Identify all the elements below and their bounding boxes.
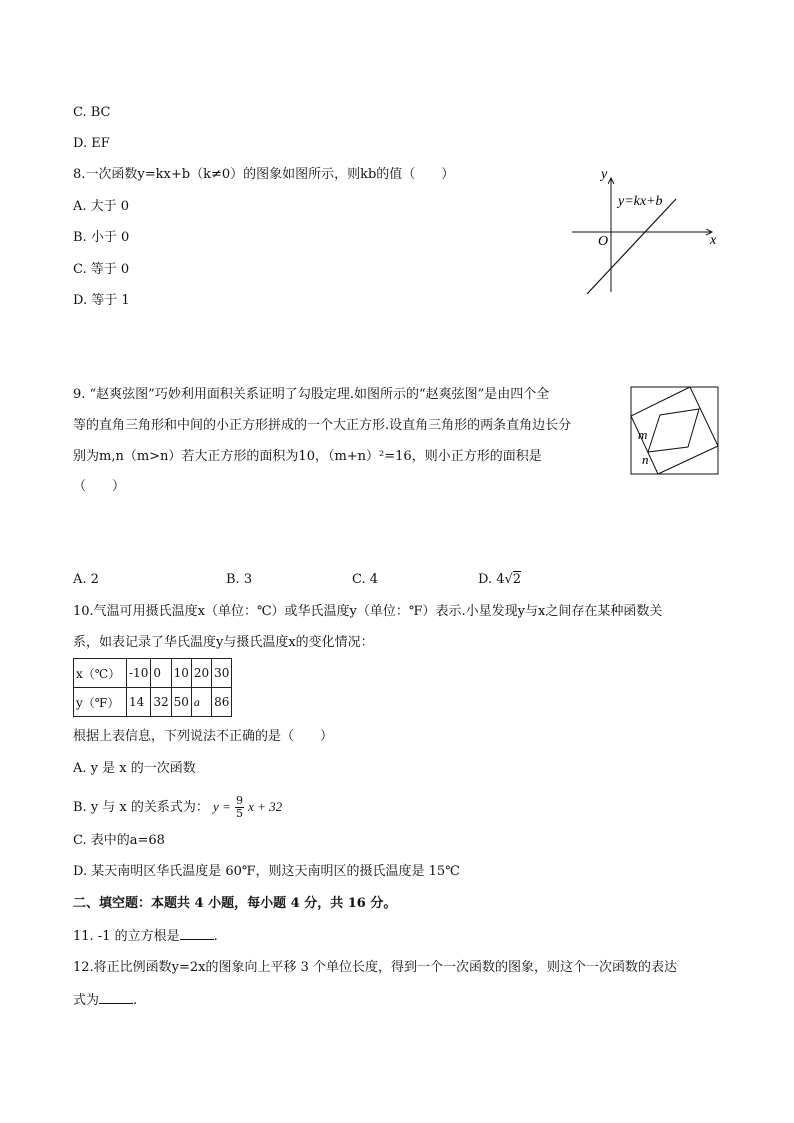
table-cell: 50 [171, 688, 191, 717]
section-2-title: 二、填空题：本题共 4 小题，每小题 4 分，共 16 分。 [73, 896, 397, 911]
q8-option-b: B. 小于 0 [73, 230, 130, 245]
formula-lhs: y = [213, 799, 231, 814]
temperature-table [73, 658, 232, 717]
q10-option-a: A. y 是 x 的一次函数 [73, 761, 196, 776]
q9-line-3: 别为m,n（m>n）若大正方形的面积为10，（m+n）²=16，则小正方形的面积是 [73, 449, 542, 464]
sqrt-sign: √ [504, 572, 513, 587]
answer-blank [99, 991, 133, 1004]
q10-line-1: 10.气温可用摄氏温度x（单位：℃）或华氏温度y（单位：℉）表示.小星发现y与x之间存在某种函数关 [73, 604, 663, 619]
q9-option-d-prefix: D. 4 [478, 572, 505, 587]
q12-line-1: 12.将正比例函数y=2x的图象向上平移 3 个单位长度，得到一个一次函数的图象，则这个一次函数的表达 [73, 960, 678, 975]
q9-line-1: 9. “赵爽弦图”巧妙利用面积关系证明了勾股定理.如图所示的“赵爽弦图”是由四个全 [73, 387, 550, 402]
q8-option-a: A. 大于 0 [73, 199, 130, 214]
q12-prefix: 式为 [73, 993, 100, 1008]
table-cell: -10 [127, 659, 151, 688]
q12-end: . [133, 993, 138, 1008]
q10-option-b [73, 795, 282, 820]
table-row [74, 688, 232, 717]
small-square [648, 409, 699, 452]
q11-text: 11. -1 的立方根是 [73, 929, 180, 944]
q8-option-d: D. 等于 1 [73, 293, 130, 308]
table-cell: 14 [127, 688, 151, 717]
y-axis-label: y [601, 167, 608, 182]
m-label: m [638, 427, 648, 442]
fraction [235, 795, 244, 820]
formula-rhs: x + 32 [248, 799, 283, 814]
q9-line-2: 等的直角三角形和中间的小正方形拼成的一个大正方形.设直角三角形的两条直角边长分 [73, 418, 572, 433]
hypotenuse-3 [658, 446, 718, 474]
fraction-numerator: 9 [235, 794, 243, 807]
q10-option-c: C. 表中的a=68 [73, 833, 165, 848]
table-cell: 0 [151, 659, 171, 688]
table-cell: 30 [212, 659, 232, 688]
table-cell: y（℉） [74, 688, 127, 717]
q12-line-2 [73, 991, 137, 1010]
table-cell: x（℃） [74, 659, 127, 688]
answer-blank [180, 927, 214, 940]
table-cell: 10 [171, 659, 191, 688]
x-axis-label: x [710, 233, 717, 248]
q8-stem: 8.一次函数y=kx+b（k≠0）的图象如图所示，则kb的值（ ） [73, 167, 455, 182]
q10-option-d: D. 某天南明区华氏温度是 60℉，则这天南明区的摄氏温度是 15℃ [73, 864, 460, 879]
q8-option-c: C. 等于 0 [73, 262, 130, 277]
q7-option-d: D. EF [73, 136, 110, 151]
q11-end: . [213, 929, 218, 944]
table-cell: a [191, 688, 211, 717]
origin-label: O [598, 234, 609, 249]
q10-prompt: 根据上表信息，下列说法不正确的是（ ） [73, 729, 334, 744]
table-row [74, 659, 232, 688]
q10-option-b-prefix: B. y 与 x 的关系式为： [73, 800, 209, 815]
table-cell: 32 [151, 688, 171, 717]
sqrt-radicand: 2 [512, 572, 522, 587]
q9-option-a: A. 2 [73, 572, 99, 587]
zhao-shuang-figure [630, 386, 720, 476]
q8-graph [568, 164, 728, 304]
q9-option-b: B. 3 [226, 572, 253, 587]
q9-option-c: C. 4 [352, 572, 379, 587]
fraction-denominator: 5 [235, 807, 243, 820]
q9-line-4: （ ） [73, 479, 126, 494]
n-label: n [642, 452, 649, 467]
q11 [73, 927, 218, 946]
table-cell: 86 [212, 688, 232, 717]
q7-option-c: C. BC [73, 105, 111, 120]
q10-line-2: 系，如表记录了华氏温度y与摄氏温度x的变化情况： [73, 635, 374, 650]
table-cell: 20 [191, 659, 211, 688]
q9-option-d [478, 571, 521, 589]
line-label: y=kx+b [618, 194, 663, 209]
hypotenuse-2 [690, 387, 718, 446]
